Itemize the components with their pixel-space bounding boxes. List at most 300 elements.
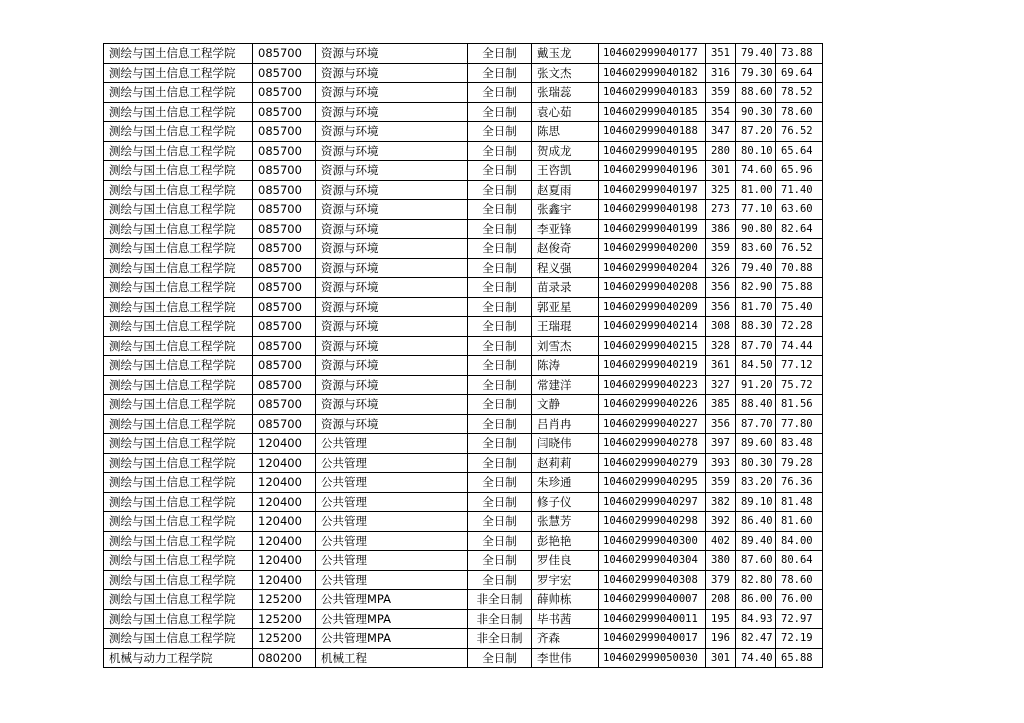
exam-id-cell: 104602999040278 bbox=[599, 434, 706, 454]
retest-score-cell: 90.80 bbox=[736, 219, 776, 239]
major-name-cell: 资源与环境 bbox=[316, 258, 468, 278]
exam-id-cell: 104602999040227 bbox=[599, 414, 706, 434]
study-type-cell: 全日制 bbox=[468, 434, 532, 454]
major-name-cell: 资源与环境 bbox=[316, 63, 468, 83]
final-score-cell: 76.36 bbox=[776, 473, 823, 493]
exam-id-cell: 104602999040223 bbox=[599, 375, 706, 395]
college-cell: 测绘与国土信息工程学院 bbox=[104, 492, 253, 512]
retest-score-cell: 82.47 bbox=[736, 629, 776, 649]
retest-score-cell: 74.60 bbox=[736, 161, 776, 181]
major-code-cell: 085700 bbox=[253, 63, 316, 83]
major-code-cell: 085700 bbox=[253, 356, 316, 376]
student-name-cell: 张文杰 bbox=[532, 63, 599, 83]
exam-id-cell: 104602999040304 bbox=[599, 551, 706, 571]
initial-score-cell: 273 bbox=[706, 200, 736, 220]
major-name-cell: 资源与环境 bbox=[316, 122, 468, 142]
initial-score-cell: 301 bbox=[706, 648, 736, 668]
table-row bbox=[104, 609, 823, 629]
exam-id-cell: 104602999040011 bbox=[599, 609, 706, 629]
exam-id-cell: 104602999050030 bbox=[599, 648, 706, 668]
student-name-cell: 张鑫宇 bbox=[532, 200, 599, 220]
major-name-cell: 资源与环境 bbox=[316, 141, 468, 161]
exam-id-cell: 104602999040177 bbox=[599, 44, 706, 64]
student-name-cell: 赵莉莉 bbox=[532, 453, 599, 473]
major-name-cell: 资源与环境 bbox=[316, 356, 468, 376]
initial-score-cell: 327 bbox=[706, 375, 736, 395]
initial-score-cell: 280 bbox=[706, 141, 736, 161]
college-cell: 测绘与国土信息工程学院 bbox=[104, 102, 253, 122]
college-cell: 测绘与国土信息工程学院 bbox=[104, 473, 253, 493]
table-body bbox=[104, 44, 823, 668]
major-name-cell: 公共管理 bbox=[316, 512, 468, 532]
final-score-cell: 82.64 bbox=[776, 219, 823, 239]
student-name-cell: 常建洋 bbox=[532, 375, 599, 395]
table-row bbox=[104, 375, 823, 395]
student-name-cell: 袁心茹 bbox=[532, 102, 599, 122]
final-score-cell: 84.00 bbox=[776, 531, 823, 551]
major-code-cell: 125200 bbox=[253, 629, 316, 649]
college-cell: 测绘与国土信息工程学院 bbox=[104, 83, 253, 103]
retest-score-cell: 88.60 bbox=[736, 83, 776, 103]
final-score-cell: 81.56 bbox=[776, 395, 823, 415]
major-code-cell: 120400 bbox=[253, 551, 316, 571]
college-cell: 测绘与国土信息工程学院 bbox=[104, 590, 253, 610]
admission-table bbox=[103, 43, 823, 668]
exam-id-cell: 104602999040199 bbox=[599, 219, 706, 239]
college-cell: 测绘与国土信息工程学院 bbox=[104, 180, 253, 200]
major-name-cell: 资源与环境 bbox=[316, 278, 468, 298]
major-code-cell: 085700 bbox=[253, 141, 316, 161]
college-cell: 测绘与国土信息工程学院 bbox=[104, 239, 253, 259]
major-code-cell: 085700 bbox=[253, 83, 316, 103]
retest-score-cell: 82.80 bbox=[736, 570, 776, 590]
college-cell: 测绘与国土信息工程学院 bbox=[104, 63, 253, 83]
initial-score-cell: 196 bbox=[706, 629, 736, 649]
retest-score-cell: 84.93 bbox=[736, 609, 776, 629]
major-name-cell: 资源与环境 bbox=[316, 239, 468, 259]
exam-id-cell: 104602999040197 bbox=[599, 180, 706, 200]
final-score-cell: 69.64 bbox=[776, 63, 823, 83]
table-row bbox=[104, 512, 823, 532]
student-name-cell: 彭艳艳 bbox=[532, 531, 599, 551]
major-code-cell: 085700 bbox=[253, 219, 316, 239]
major-code-cell: 120400 bbox=[253, 434, 316, 454]
college-cell: 测绘与国土信息工程学院 bbox=[104, 297, 253, 317]
initial-score-cell: 356 bbox=[706, 278, 736, 298]
major-code-cell: 120400 bbox=[253, 473, 316, 493]
college-cell: 测绘与国土信息工程学院 bbox=[104, 317, 253, 337]
final-score-cell: 72.28 bbox=[776, 317, 823, 337]
study-type-cell: 全日制 bbox=[468, 531, 532, 551]
major-name-cell: 资源与环境 bbox=[316, 219, 468, 239]
exam-id-cell: 104602999040185 bbox=[599, 102, 706, 122]
major-code-cell: 085700 bbox=[253, 200, 316, 220]
college-cell: 测绘与国土信息工程学院 bbox=[104, 200, 253, 220]
initial-score-cell: 392 bbox=[706, 512, 736, 532]
retest-score-cell: 81.00 bbox=[736, 180, 776, 200]
student-name-cell: 张慧芳 bbox=[532, 512, 599, 532]
student-name-cell: 李亚锋 bbox=[532, 219, 599, 239]
college-cell: 测绘与国土信息工程学院 bbox=[104, 434, 253, 454]
final-score-cell: 73.88 bbox=[776, 44, 823, 64]
retest-score-cell: 77.10 bbox=[736, 200, 776, 220]
table-row bbox=[104, 278, 823, 298]
initial-score-cell: 359 bbox=[706, 83, 736, 103]
retest-score-cell: 83.60 bbox=[736, 239, 776, 259]
college-cell: 测绘与国土信息工程学院 bbox=[104, 278, 253, 298]
student-name-cell: 赵夏雨 bbox=[532, 180, 599, 200]
major-code-cell: 120400 bbox=[253, 531, 316, 551]
table-row bbox=[104, 648, 823, 668]
initial-score-cell: 316 bbox=[706, 63, 736, 83]
initial-score-cell: 379 bbox=[706, 570, 736, 590]
study-type-cell: 全日制 bbox=[468, 297, 532, 317]
major-name-cell: 资源与环境 bbox=[316, 102, 468, 122]
college-cell: 测绘与国土信息工程学院 bbox=[104, 512, 253, 532]
student-name-cell: 陈思 bbox=[532, 122, 599, 142]
study-type-cell: 全日制 bbox=[468, 453, 532, 473]
study-type-cell: 全日制 bbox=[468, 258, 532, 278]
retest-score-cell: 91.20 bbox=[736, 375, 776, 395]
retest-score-cell: 90.30 bbox=[736, 102, 776, 122]
major-code-cell: 085700 bbox=[253, 375, 316, 395]
major-name-cell: 资源与环境 bbox=[316, 414, 468, 434]
student-name-cell: 刘雪杰 bbox=[532, 336, 599, 356]
study-type-cell: 全日制 bbox=[468, 219, 532, 239]
final-score-cell: 75.40 bbox=[776, 297, 823, 317]
college-cell: 测绘与国土信息工程学院 bbox=[104, 356, 253, 376]
exam-id-cell: 104602999040214 bbox=[599, 317, 706, 337]
major-name-cell: 公共管理 bbox=[316, 434, 468, 454]
major-name-cell: 公共管理 bbox=[316, 473, 468, 493]
table-row bbox=[104, 551, 823, 571]
major-name-cell: 资源与环境 bbox=[316, 336, 468, 356]
initial-score-cell: 208 bbox=[706, 590, 736, 610]
college-cell: 测绘与国土信息工程学院 bbox=[104, 453, 253, 473]
initial-score-cell: 382 bbox=[706, 492, 736, 512]
study-type-cell: 非全日制 bbox=[468, 609, 532, 629]
student-name-cell: 陈涛 bbox=[532, 356, 599, 376]
retest-score-cell: 84.50 bbox=[736, 356, 776, 376]
study-type-cell: 非全日制 bbox=[468, 590, 532, 610]
initial-score-cell: 195 bbox=[706, 609, 736, 629]
initial-score-cell: 380 bbox=[706, 551, 736, 571]
student-name-cell: 吕肖冉 bbox=[532, 414, 599, 434]
retest-score-cell: 86.00 bbox=[736, 590, 776, 610]
exam-id-cell: 104602999040295 bbox=[599, 473, 706, 493]
final-score-cell: 83.48 bbox=[776, 434, 823, 454]
final-score-cell: 75.72 bbox=[776, 375, 823, 395]
major-name-cell: 公共管理 bbox=[316, 531, 468, 551]
initial-score-cell: 397 bbox=[706, 434, 736, 454]
exam-id-cell: 104602999040297 bbox=[599, 492, 706, 512]
major-code-cell: 080200 bbox=[253, 648, 316, 668]
student-name-cell: 苗录录 bbox=[532, 278, 599, 298]
major-name-cell: 机械工程 bbox=[316, 648, 468, 668]
exam-id-cell: 104602999040195 bbox=[599, 141, 706, 161]
retest-score-cell: 80.10 bbox=[736, 141, 776, 161]
table-row bbox=[104, 473, 823, 493]
initial-score-cell: 359 bbox=[706, 473, 736, 493]
retest-score-cell: 81.70 bbox=[736, 297, 776, 317]
exam-id-cell: 104602999040279 bbox=[599, 453, 706, 473]
major-name-cell: 公共管理MPA bbox=[316, 609, 468, 629]
retest-score-cell: 87.20 bbox=[736, 122, 776, 142]
student-name-cell: 赵俊奇 bbox=[532, 239, 599, 259]
final-score-cell: 78.52 bbox=[776, 83, 823, 103]
table-row bbox=[104, 239, 823, 259]
retest-score-cell: 79.40 bbox=[736, 44, 776, 64]
final-score-cell: 72.97 bbox=[776, 609, 823, 629]
major-code-cell: 085700 bbox=[253, 161, 316, 181]
student-name-cell: 修子仪 bbox=[532, 492, 599, 512]
student-name-cell: 张瑞蕊 bbox=[532, 83, 599, 103]
major-name-cell: 资源与环境 bbox=[316, 180, 468, 200]
study-type-cell: 全日制 bbox=[468, 473, 532, 493]
student-name-cell: 贺成龙 bbox=[532, 141, 599, 161]
table-row bbox=[104, 629, 823, 649]
study-type-cell: 非全日制 bbox=[468, 629, 532, 649]
retest-score-cell: 88.30 bbox=[736, 317, 776, 337]
college-cell: 测绘与国土信息工程学院 bbox=[104, 258, 253, 278]
retest-score-cell: 87.70 bbox=[736, 414, 776, 434]
student-name-cell: 郭亚星 bbox=[532, 297, 599, 317]
study-type-cell: 全日制 bbox=[468, 239, 532, 259]
student-name-cell: 闫晓伟 bbox=[532, 434, 599, 454]
table-row bbox=[104, 161, 823, 181]
final-score-cell: 75.88 bbox=[776, 278, 823, 298]
retest-score-cell: 86.40 bbox=[736, 512, 776, 532]
major-code-cell: 085700 bbox=[253, 395, 316, 415]
final-score-cell: 65.88 bbox=[776, 648, 823, 668]
student-name-cell: 齐森 bbox=[532, 629, 599, 649]
exam-id-cell: 104602999040198 bbox=[599, 200, 706, 220]
retest-score-cell: 89.10 bbox=[736, 492, 776, 512]
study-type-cell: 全日制 bbox=[468, 161, 532, 181]
major-name-cell: 资源与环境 bbox=[316, 375, 468, 395]
college-cell: 测绘与国土信息工程学院 bbox=[104, 375, 253, 395]
student-name-cell: 王咨凯 bbox=[532, 161, 599, 181]
major-name-cell: 资源与环境 bbox=[316, 44, 468, 64]
initial-score-cell: 359 bbox=[706, 239, 736, 259]
retest-score-cell: 82.90 bbox=[736, 278, 776, 298]
student-name-cell: 程义强 bbox=[532, 258, 599, 278]
exam-id-cell: 104602999040226 bbox=[599, 395, 706, 415]
initial-score-cell: 361 bbox=[706, 356, 736, 376]
study-type-cell: 全日制 bbox=[468, 141, 532, 161]
table-row bbox=[104, 63, 823, 83]
study-type-cell: 全日制 bbox=[468, 83, 532, 103]
study-type-cell: 全日制 bbox=[468, 102, 532, 122]
college-cell: 测绘与国土信息工程学院 bbox=[104, 531, 253, 551]
initial-score-cell: 308 bbox=[706, 317, 736, 337]
college-cell: 测绘与国土信息工程学院 bbox=[104, 122, 253, 142]
final-score-cell: 74.44 bbox=[776, 336, 823, 356]
final-score-cell: 65.96 bbox=[776, 161, 823, 181]
table-row bbox=[104, 83, 823, 103]
initial-score-cell: 354 bbox=[706, 102, 736, 122]
student-name-cell: 李世伟 bbox=[532, 648, 599, 668]
table-row bbox=[104, 258, 823, 278]
final-score-cell: 71.40 bbox=[776, 180, 823, 200]
table-row bbox=[104, 219, 823, 239]
final-score-cell: 63.60 bbox=[776, 200, 823, 220]
final-score-cell: 72.19 bbox=[776, 629, 823, 649]
college-cell: 测绘与国土信息工程学院 bbox=[104, 44, 253, 64]
study-type-cell: 全日制 bbox=[468, 570, 532, 590]
table-row bbox=[104, 434, 823, 454]
major-code-cell: 085700 bbox=[253, 317, 316, 337]
table-row bbox=[104, 297, 823, 317]
major-code-cell: 085700 bbox=[253, 336, 316, 356]
table-row bbox=[104, 102, 823, 122]
study-type-cell: 全日制 bbox=[468, 200, 532, 220]
major-name-cell: 公共管理 bbox=[316, 551, 468, 571]
retest-score-cell: 80.30 bbox=[736, 453, 776, 473]
final-score-cell: 79.28 bbox=[776, 453, 823, 473]
college-cell: 测绘与国土信息工程学院 bbox=[104, 219, 253, 239]
table-row bbox=[104, 356, 823, 376]
major-code-cell: 120400 bbox=[253, 512, 316, 532]
study-type-cell: 全日制 bbox=[468, 278, 532, 298]
college-cell: 测绘与国土信息工程学院 bbox=[104, 551, 253, 571]
retest-score-cell: 87.70 bbox=[736, 336, 776, 356]
table-row bbox=[104, 317, 823, 337]
major-code-cell: 085700 bbox=[253, 414, 316, 434]
student-name-cell: 戴玉龙 bbox=[532, 44, 599, 64]
major-code-cell: 120400 bbox=[253, 570, 316, 590]
table-row bbox=[104, 336, 823, 356]
final-score-cell: 81.60 bbox=[776, 512, 823, 532]
major-code-cell: 085700 bbox=[253, 239, 316, 259]
student-name-cell: 薛帅栋 bbox=[532, 590, 599, 610]
retest-score-cell: 74.40 bbox=[736, 648, 776, 668]
table-row bbox=[104, 492, 823, 512]
student-name-cell: 文静 bbox=[532, 395, 599, 415]
final-score-cell: 78.60 bbox=[776, 570, 823, 590]
initial-score-cell: 347 bbox=[706, 122, 736, 142]
table-row bbox=[104, 180, 823, 200]
exam-id-cell: 104602999040298 bbox=[599, 512, 706, 532]
initial-score-cell: 351 bbox=[706, 44, 736, 64]
study-type-cell: 全日制 bbox=[468, 63, 532, 83]
major-name-cell: 资源与环境 bbox=[316, 297, 468, 317]
initial-score-cell: 356 bbox=[706, 297, 736, 317]
final-score-cell: 76.52 bbox=[776, 122, 823, 142]
study-type-cell: 全日制 bbox=[468, 648, 532, 668]
exam-id-cell: 104602999040200 bbox=[599, 239, 706, 259]
exam-id-cell: 104602999040208 bbox=[599, 278, 706, 298]
student-name-cell: 罗佳良 bbox=[532, 551, 599, 571]
major-code-cell: 085700 bbox=[253, 258, 316, 278]
major-code-cell: 085700 bbox=[253, 180, 316, 200]
college-cell: 测绘与国土信息工程学院 bbox=[104, 336, 253, 356]
final-score-cell: 70.88 bbox=[776, 258, 823, 278]
final-score-cell: 78.60 bbox=[776, 102, 823, 122]
final-score-cell: 77.80 bbox=[776, 414, 823, 434]
exam-id-cell: 104602999040196 bbox=[599, 161, 706, 181]
final-score-cell: 77.12 bbox=[776, 356, 823, 376]
major-name-cell: 资源与环境 bbox=[316, 83, 468, 103]
study-type-cell: 全日制 bbox=[468, 551, 532, 571]
retest-score-cell: 79.40 bbox=[736, 258, 776, 278]
major-code-cell: 085700 bbox=[253, 278, 316, 298]
study-type-cell: 全日制 bbox=[468, 395, 532, 415]
major-code-cell: 120400 bbox=[253, 492, 316, 512]
major-name-cell: 资源与环境 bbox=[316, 395, 468, 415]
retest-score-cell: 89.40 bbox=[736, 531, 776, 551]
initial-score-cell: 301 bbox=[706, 161, 736, 181]
study-type-cell: 全日制 bbox=[468, 122, 532, 142]
exam-id-cell: 104602999040182 bbox=[599, 63, 706, 83]
table-row bbox=[104, 570, 823, 590]
retest-score-cell: 88.40 bbox=[736, 395, 776, 415]
table-row bbox=[104, 414, 823, 434]
table-row bbox=[104, 590, 823, 610]
final-score-cell: 76.00 bbox=[776, 590, 823, 610]
final-score-cell: 76.52 bbox=[776, 239, 823, 259]
exam-id-cell: 104602999040007 bbox=[599, 590, 706, 610]
exam-id-cell: 104602999040308 bbox=[599, 570, 706, 590]
study-type-cell: 全日制 bbox=[468, 317, 532, 337]
study-type-cell: 全日制 bbox=[468, 180, 532, 200]
table-row bbox=[104, 141, 823, 161]
student-name-cell: 王瑞琨 bbox=[532, 317, 599, 337]
college-cell: 测绘与国土信息工程学院 bbox=[104, 414, 253, 434]
student-name-cell: 毕书茜 bbox=[532, 609, 599, 629]
initial-score-cell: 386 bbox=[706, 219, 736, 239]
final-score-cell: 65.64 bbox=[776, 141, 823, 161]
major-code-cell: 120400 bbox=[253, 453, 316, 473]
initial-score-cell: 328 bbox=[706, 336, 736, 356]
retest-score-cell: 89.60 bbox=[736, 434, 776, 454]
table-row bbox=[104, 122, 823, 142]
major-name-cell: 公共管理 bbox=[316, 492, 468, 512]
exam-id-cell: 104602999040219 bbox=[599, 356, 706, 376]
major-name-cell: 资源与环境 bbox=[316, 161, 468, 181]
major-code-cell: 085700 bbox=[253, 297, 316, 317]
final-score-cell: 81.48 bbox=[776, 492, 823, 512]
major-code-cell: 085700 bbox=[253, 122, 316, 142]
study-type-cell: 全日制 bbox=[468, 512, 532, 532]
study-type-cell: 全日制 bbox=[468, 492, 532, 512]
retest-score-cell: 79.30 bbox=[736, 63, 776, 83]
major-name-cell: 公共管理 bbox=[316, 453, 468, 473]
major-code-cell: 125200 bbox=[253, 590, 316, 610]
student-name-cell: 罗宇宏 bbox=[532, 570, 599, 590]
study-type-cell: 全日制 bbox=[468, 356, 532, 376]
initial-score-cell: 402 bbox=[706, 531, 736, 551]
college-cell: 测绘与国土信息工程学院 bbox=[104, 141, 253, 161]
table-row bbox=[104, 200, 823, 220]
exam-id-cell: 104602999040300 bbox=[599, 531, 706, 551]
major-name-cell: 公共管理MPA bbox=[316, 590, 468, 610]
college-cell: 测绘与国土信息工程学院 bbox=[104, 161, 253, 181]
table-row bbox=[104, 531, 823, 551]
retest-score-cell: 83.20 bbox=[736, 473, 776, 493]
exam-id-cell: 104602999040017 bbox=[599, 629, 706, 649]
study-type-cell: 全日制 bbox=[468, 44, 532, 64]
final-score-cell: 80.64 bbox=[776, 551, 823, 571]
major-name-cell: 资源与环境 bbox=[316, 317, 468, 337]
major-name-cell: 公共管理 bbox=[316, 570, 468, 590]
study-type-cell: 全日制 bbox=[468, 336, 532, 356]
exam-id-cell: 104602999040215 bbox=[599, 336, 706, 356]
table-row bbox=[104, 44, 823, 64]
college-cell: 测绘与国土信息工程学院 bbox=[104, 395, 253, 415]
student-name-cell: 朱珍通 bbox=[532, 473, 599, 493]
college-cell: 机械与动力工程学院 bbox=[104, 648, 253, 668]
